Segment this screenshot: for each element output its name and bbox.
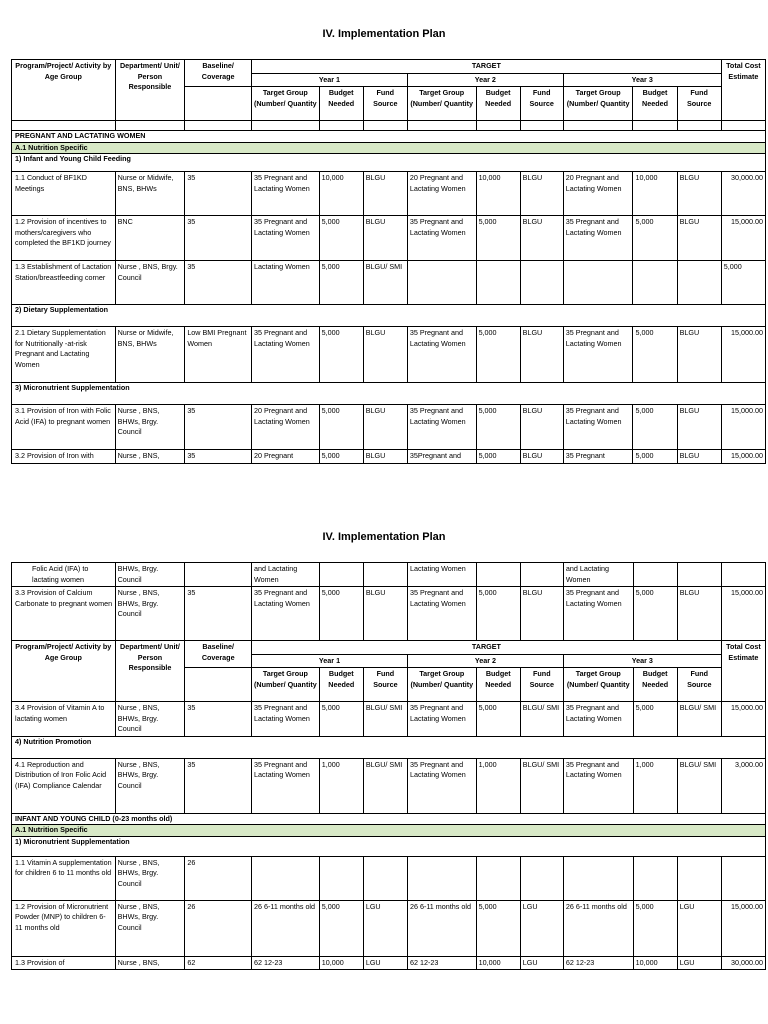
subsection-heading: A.1 Nutrition Specific xyxy=(12,142,766,154)
header-budget: Budget Needed xyxy=(319,87,363,121)
header-program: Program/Project/ Activity by Age Group xyxy=(12,641,116,702)
header-program: Program/Project/ Activity by Age Group xyxy=(12,60,116,121)
table-row: 1.3 Provision of Nurse , BNS, 62 62 12-23 10,000 LGU 62 12-23 10,000 LGU 62 12-23 10,000 LGU 30,000.00 xyxy=(12,956,766,970)
header-target-group: Target Group (Number/ Quantity xyxy=(251,87,319,121)
category-heading: 1) Micronutrient Supplementation xyxy=(12,836,766,856)
table-row: 2.1 Dietary Supplementation for Nutritionally -at-risk Pregnant and Lactating Women Nurse or Midwife, BNS, BHWs Low BMI Pregnant Women 35 Pregnant and Lactating Women 5,000 BLGU 35 Pregnant and Lactating Women 5,000 BLGU 35 Pregnant and Lactating Women 5,000 BLGU 15,000.00 xyxy=(12,327,766,383)
header-target: TARGET xyxy=(252,641,722,655)
section-heading: PREGNANT AND LACTATING WOMEN xyxy=(12,131,766,143)
category-heading: 3) Micronutrient Supplementation xyxy=(12,383,766,405)
header-target-group: Target Group (Number/ Quantity xyxy=(563,668,633,702)
header-fund: Fund Source xyxy=(363,87,407,121)
table-row: 1.1 Vitamin A supplementation for children 6 to 11 months old Nurse , BNS, BHWs, Brgy. Council 26 xyxy=(12,856,766,900)
header-target-group: Target Group (Number/ Quantity xyxy=(252,668,320,702)
table-row: 3.2 Provision of Iron with Nurse , BNS, 35 20 Pregnant 5,000 BLGU 35Pregnant and 5,000 BLGU 35 Pregnant 5,000 BLGU 15,000.00 xyxy=(12,450,766,464)
implementation-plan-table xyxy=(11,59,766,464)
header-fund: Fund Source xyxy=(520,87,563,121)
table-row: 1.1 Conduct of BF1KD Meetings Nurse or Midwife, BNS, BHWs 35 35 Pregnant and Lactating Women 10,000 BLGU 20 Pregnant and Lactating Women 10,000 BLGU 20 Pregnant and Lactating Women 10,000 BLGU 30,000.00 xyxy=(12,172,766,216)
table-row: 3.4 Provision of Vitamin A to lactating women Nurse , BNS, BHWs, Brgy. Council 35 35 Pregnant and Lactating Women 5,000 BLGU/ SMI 35 Pregnant and Lactating Women 5,000 BLGU/ SMI 35 Pregnant and Lactating Women 5,000 BLGU/ SMI 15,000.00 xyxy=(12,702,766,737)
header-target-group: Target Group (Number/ Quantity xyxy=(407,87,476,121)
header-department: Department/ Unit/ Person Responsible xyxy=(115,60,185,121)
header-year1: Year 1 xyxy=(251,73,407,87)
header-department: Department/ Unit/ Person Responsible xyxy=(115,641,185,702)
header-budget: Budget Needed xyxy=(476,87,520,121)
section-heading: INFANT AND YOUNG CHILD (0-23 months old) xyxy=(12,813,766,825)
header-year2: Year 2 xyxy=(407,654,563,668)
page-title: IV. Implementation Plan xyxy=(322,531,446,543)
table-row: 1.3 Establishment of Lactation Station/breastfeeding corner Nurse , BNS, Brgy. Council 35 Lactating Women 5,000 BLGU/ SMI 5,000 xyxy=(12,261,766,305)
header-baseline: Baseline/ Coverage xyxy=(185,641,252,668)
header-budget: Budget Needed xyxy=(633,668,677,702)
header-total: Total Cost Estimate xyxy=(721,60,765,121)
category-heading: 1) Infant and Young Child Feeding xyxy=(12,154,766,172)
header-baseline: Baseline/ Coverage xyxy=(185,60,252,87)
header-year3: Year 3 xyxy=(563,73,721,87)
table-row: 1.2 Provision of Micronutrient Powder (MNP) to children 6-11 months old Nurse , BNS, BHWs, Brgy. Council 26 26 6-11 months old 5,000 LGU 26 6-11 months old 5,000 LGU 26 6-11 months old 5,000 LGU 15,000.00 xyxy=(12,900,766,956)
header-target-group: Target Group (Number/ Quantity xyxy=(563,87,633,121)
header-year1: Year 1 xyxy=(252,654,408,668)
header-fund: Fund Source xyxy=(520,668,563,702)
category-heading: 4) Nutrition Promotion xyxy=(12,736,766,758)
header-budget: Budget Needed xyxy=(633,87,677,121)
table-row: 3.3 Provision of Calcium Carbonate to pregnant women Nurse , BNS, BHWs, Brgy. Council 35 35 Pregnant and Lactating Women 5,000 BLGU 35 Pregnant and Lactating Women 5,000 BLGU 35 Pregnant and Lactating Women 5,000 BLGU 15,000.00 xyxy=(12,587,766,641)
header-budget: Budget Needed xyxy=(476,668,520,702)
header-fund: Fund Source xyxy=(677,87,721,121)
header-target-group: Target Group (Number/ Quantity xyxy=(407,668,476,702)
implementation-plan-table-continued xyxy=(11,562,766,970)
header-fund: Fund Source xyxy=(677,668,721,702)
header-year2: Year 2 xyxy=(407,73,563,87)
header-target: TARGET xyxy=(251,60,721,74)
table-row: Folic Acid (IFA) to lactating women BHWs, Brgy. Council and Lactating Women Lactating Women and Lactating Women xyxy=(12,563,766,587)
table-row: 4.1 Reproduction and Distribution of Iron Folic Acid (IFA) Compliance Calendar Nurse , BNS, BHWs, Brgy. Council 35 35 Pregnant and Lactating Women 1,000 BLGU/ SMI 35 Pregnant and Lactating Women 1,000 BLGU/ SMI 35 Pregnant and Lactating Women 1,000 BLGU/ SMI 3,000.00 xyxy=(12,758,766,813)
header-fund: Fund Source xyxy=(363,668,407,702)
category-heading: 2) Dietary Supplementation xyxy=(12,305,766,327)
page-title: IV. Implementation Plan xyxy=(322,28,446,40)
header-year3: Year 3 xyxy=(563,654,721,668)
table-row: 1.2 Provision of incentives to mothers/caregivers who completed the BF1KD journey BNC 35 35 Pregnant and Lactating Women 5,000 BLGU 35 Pregnant and Lactating Women 5,000 BLGU 35 Pregnant and Lactating Women 5,000 BLGU 15,000.00 xyxy=(12,216,766,261)
header-budget: Budget Needed xyxy=(319,668,363,702)
header-total: Total Cost Estimate xyxy=(721,641,765,702)
subsection-heading: A.1 Nutrition Specific xyxy=(12,825,766,837)
table-row: 3.1 Provision of Iron with Folic Acid (IFA) to pregnant women Nurse , BNS, BHWs, Brgy. Council 35 20 Pregnant and Lactating Women 5,000 BLGU 35 Pregnant and Lactating Women 5,000 BLGU 35 Pregnant and Lactating Women 5,000 BLGU 15,000.00 xyxy=(12,405,766,450)
